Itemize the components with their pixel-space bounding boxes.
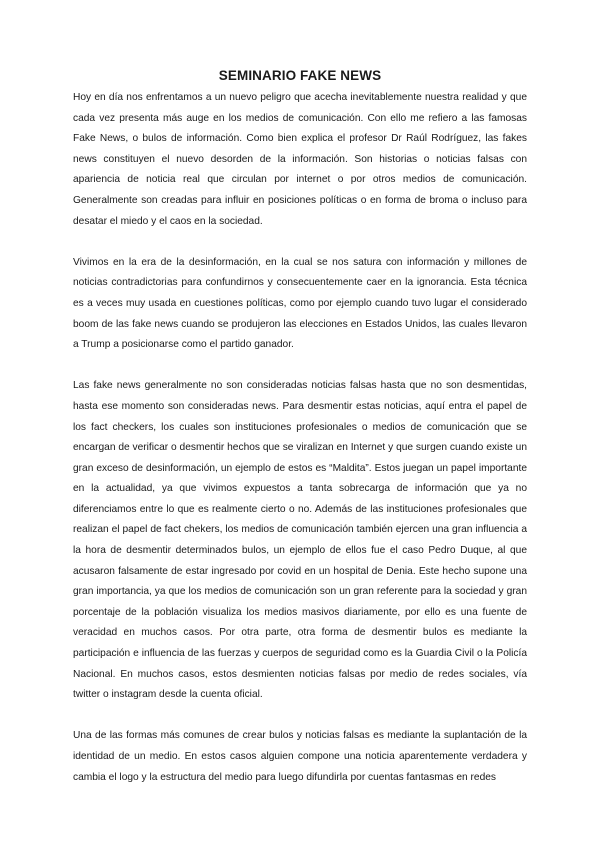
paragraph-disinformation-era: Vivimos en la era de la desinformación, en la cual se nos satura con información y millones de noticias contradictorias para confundirnos y consecuentemente caer en la ignorancia. Esta técnica es a veces muy usada en cuestiones políticas, como por ejemplo cuando tuvo lugar el considerado boom de las fake news cuando se produjeron las elecciones en Estados Unidos, las cuales llevaron a Trump a posicionarse como el partido ganador. xyxy=(73,256,527,351)
document-title: SEMINARIO FAKE NEWS xyxy=(218,68,382,83)
paragraph-introduction: Hoy en día nos enfrentamos a un nuevo peligro que acecha inevitablemente nuestra realidad y que cada vez presenta más auge en los medios de comunicación. Con ello me refiero a las famosas Fake News, o bulos de información. Como bien explica el profesor Dr Raúl Rodríguez, las fakes news constituyen el nuevo desorden de la información. Son historias o noticias falsas con apariencia de noticia real que circulan por internet o por otros medios de comunicación. Generalmente son creadas para influir en posiciones políticas o en forma de broma o incluso para desatar el miedo y el caos en la sociedad. xyxy=(73,92,527,227)
paragraph-identity-impersonation: Una de las formas más comunes de crear bulos y noticias falsas es mediante la suplantación de la identidad de un medio. En estos casos alguien compone una noticia aparentemente verdadera y cambia el logo y la estructura del medio para luego difundirla por cuentas fantasmas en redes xyxy=(73,730,527,783)
paragraph-fact-checkers: Las fake news generalmente no son consideradas noticias falsas hasta que no son desmentidas, hasta ese momento son consideradas news. Para desmentir estas noticias, aquí entra el papel de los fact checkers, los cuales son instituciones profesionales o medios de comunicación que se encargan de verificar o desmentir hechos que se viralizan en Internet y que surgen cuando existe un gran exceso de desinformación, un ejemplo de estos es “Maldita”. Estos juegan un papel importante en la actualidad, ya que vivimos expuestos a tanta sobrecarga de información que ya no diferenciamos entre lo que es realmente cierto o no. Además de las instituciones profesionales que realizan el papel de fact chekers, los medios de comunicación también ejercen una gran influencia a la hora de desmentir determinados bulos, un ejemplo de ellos fue el caso Pedro Duque, al que acusaron falsamente de estar ingresado por covid en un hospital de Denia. Este hecho supone una gran importancia, ya que los medios de comunicación son un gran referente para la sociedad y gran porcentaje de la población visualiza los medios masivos diariamente, por ello es una fuente de veracidad en muchos casos. Por otra parte, otra forma de desmentir bulos es mediante la participación e influencia de las fuerzas y cuerpos de seguridad como es la Guardia Civil o la Policía Nacional. En muchos casos, estos desmienten noticias falsas por medio de redes sociales, vía twitter o instagram desde la cuenta oficial. xyxy=(73,380,527,701)
